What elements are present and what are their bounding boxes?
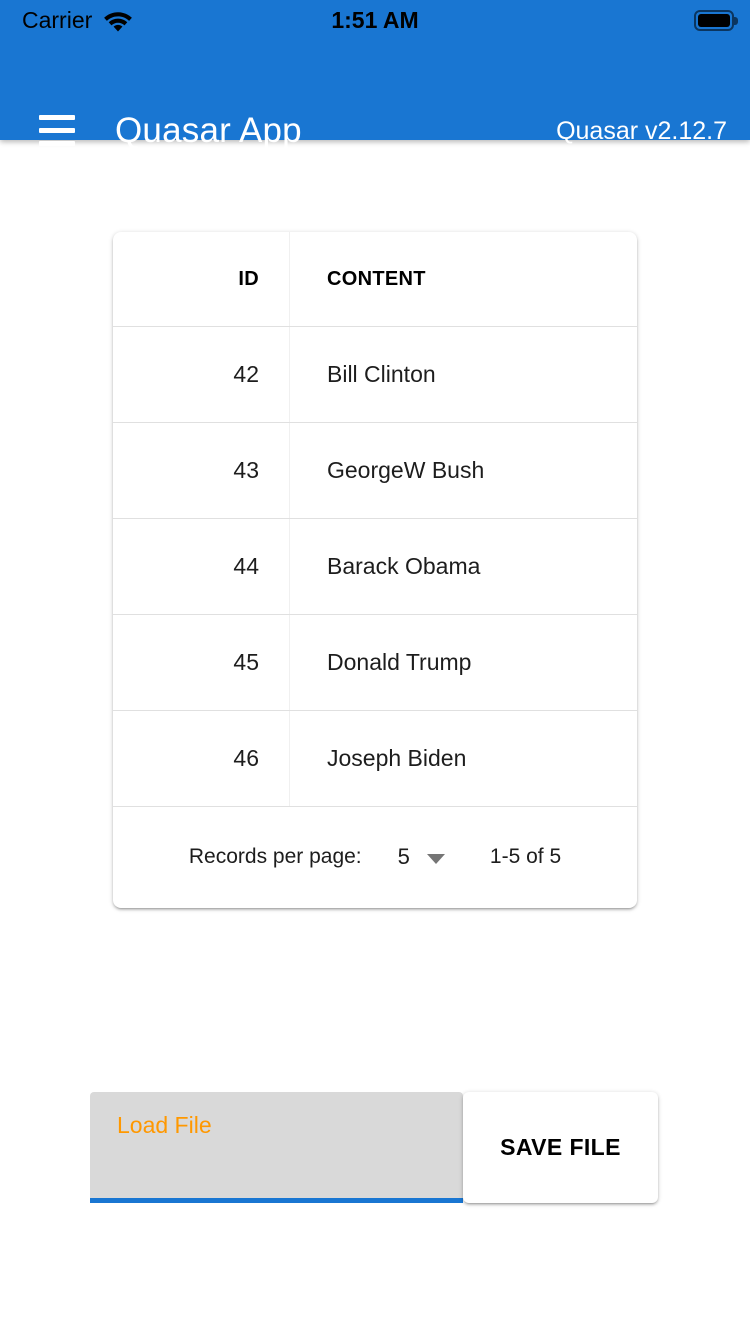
records-per-page-label: Records per page: <box>188 845 362 868</box>
cell-id: 45 <box>113 615 290 710</box>
table-row <box>113 615 637 711</box>
table-row <box>113 711 637 807</box>
cell-id: 43 <box>113 423 290 518</box>
data-table-card <box>113 232 637 908</box>
load-file-field[interactable] <box>90 1092 463 1203</box>
table-row <box>113 423 637 519</box>
cell-content: Bill Clinton <box>327 361 436 387</box>
page-title: Quasar App <box>115 111 302 150</box>
app-header <box>0 0 750 150</box>
table-pagination <box>113 807 637 907</box>
cell-content: GeorgeW Bush <box>327 457 485 483</box>
cell-content: Donald Trump <box>327 649 472 675</box>
column-header-id: ID <box>113 232 290 326</box>
column-header-content: CONTENT <box>327 267 426 290</box>
cell-id: 46 <box>113 711 290 806</box>
records-per-page-select[interactable] <box>398 844 445 870</box>
field-underline <box>90 1198 463 1203</box>
load-file-label: Load File <box>117 1112 212 1138</box>
table-row <box>113 327 637 423</box>
records-per-page-value: 5 <box>397 844 410 869</box>
carrier-label: Carrier <box>22 7 93 33</box>
table-header-row <box>113 232 637 327</box>
save-file-button[interactable] <box>463 1092 658 1203</box>
status-time: 1:51 AM <box>331 7 419 33</box>
toolbar <box>0 40 750 150</box>
version-label: Quasar v2.12.7 <box>556 117 727 145</box>
cell-content: Joseph Biden <box>327 745 467 771</box>
status-bar <box>0 0 750 40</box>
menu-icon[interactable] <box>39 115 75 146</box>
cell-id: 44 <box>113 519 290 614</box>
cell-id: 42 <box>113 327 290 422</box>
cell-content: Barack Obama <box>327 553 481 579</box>
dropdown-arrow-icon <box>427 854 445 864</box>
table-row <box>113 519 637 615</box>
pagination-range-label: 1-5 of 5 <box>489 845 562 868</box>
battery-icon <box>694 10 734 31</box>
save-file-label: SAVE FILE <box>500 1134 621 1160</box>
